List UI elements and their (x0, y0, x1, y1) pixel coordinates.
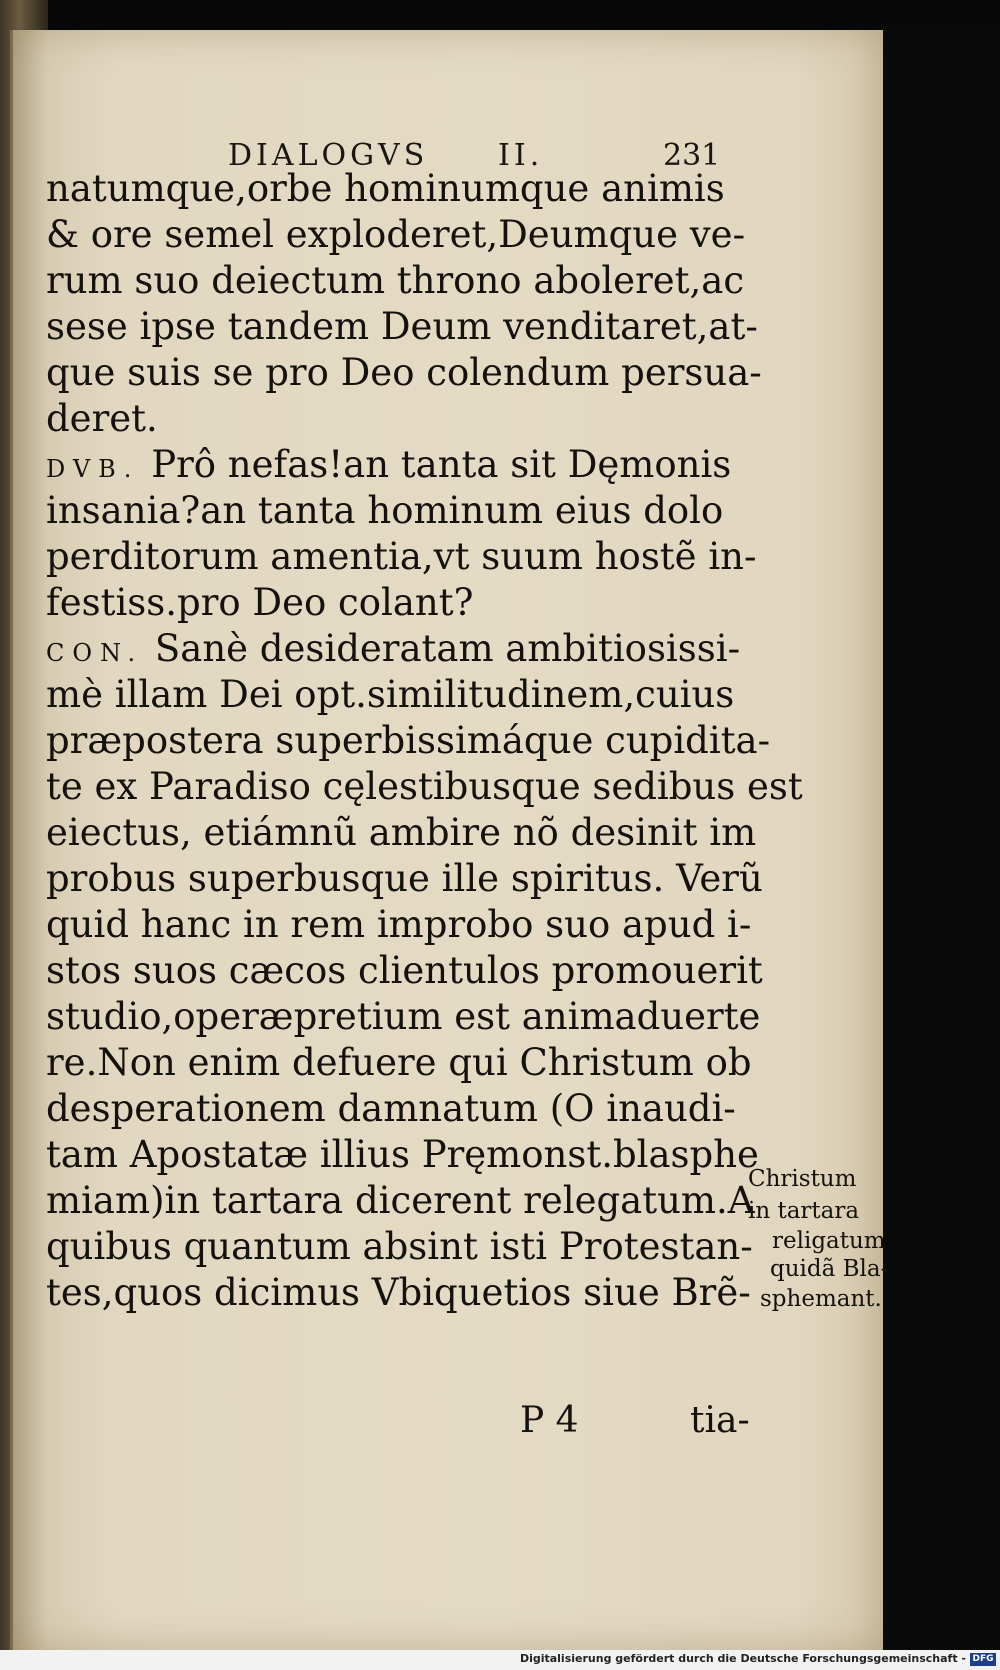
signature-mark: P 4 (520, 1400, 579, 1441)
marginal-note-line: in tartara (748, 1198, 860, 1224)
catchword: tia- (690, 1400, 750, 1441)
text-line: præpostera superbissimáque cupidita- (46, 719, 771, 762)
text-line: quid hanc in rem improbo suo apud i- (46, 903, 752, 946)
footer-credit: Digitalisierung gefördert durch die Deutsche Forschungsgemeinschaft - (519, 1652, 966, 1665)
text-line: eiectus, etiámnũ ambire nõ desinit im (46, 811, 757, 854)
speaker-dub: DVB. (46, 455, 140, 483)
text-line: festiss.pro Deo colant? (46, 581, 474, 624)
text-line: miam)in tartara dicerent relegatum.A (46, 1179, 755, 1222)
top-border (0, 0, 1000, 30)
text-line: te ex Paradiso cęlestibusque sedibus est (46, 765, 803, 808)
text-line: Sanè desideratam ambitiosissi- (154, 627, 741, 670)
text-line: studio,operæpretium est animaduerte (46, 995, 761, 1038)
text-line: deret. (46, 397, 158, 440)
text-line: natumque,orbe hominumque animis (46, 167, 725, 210)
text-line: desperationem damnatum (O inaudi- (46, 1087, 736, 1130)
text-line: re.Non enim defuere qui Christum ob (46, 1041, 752, 1084)
text-line: tes,quos dicimus Vbiquetios siue Brẽ- (46, 1271, 751, 1314)
text-line: rum suo deiectum throno aboleret,ac (46, 259, 745, 302)
speech-con (46, 625, 740, 677)
text-line: perditorum amentia,vt suum hostẽ in- (46, 535, 757, 578)
text-line: quibus quantum absint isti Protestan- (46, 1225, 753, 1268)
text-line: probus superbusque ille spiritus. Verũ (46, 857, 763, 900)
marginal-note-line: sphemant. (760, 1286, 882, 1312)
text-line: Prô nefas!an tanta sit Dęmonis (151, 443, 732, 486)
dfg-logo: DFG (970, 1653, 996, 1666)
digitization-footer (0, 1650, 1000, 1670)
text-line: tam Apostatæ illius Pręmonst.blasphe (46, 1133, 759, 1176)
speaker-con: CON. (46, 639, 144, 667)
text-line: mè illam Dei opt.similitudinem,cuius (46, 673, 735, 716)
text-line: stos suos cæcos clientulos promouerit (46, 949, 763, 992)
text-line: & ore semel exploderet,Deumque ve- (46, 213, 746, 256)
page-number: 231 (663, 138, 721, 173)
running-title: DIALOGVS (228, 138, 429, 173)
text-line: que suis se pro Deo colendum persua- (46, 351, 762, 394)
marginal-note-line: Christum (748, 1166, 857, 1192)
speech-dub (46, 441, 731, 493)
text-line: insania?an tanta hominum eius dolo (46, 489, 724, 532)
text-line: sese ipse tandem Deum venditaret,at- (46, 305, 758, 348)
dialogue-number: II. (498, 138, 544, 173)
marginal-note-line: religatum (772, 1228, 886, 1254)
marginal-note-line: quidã Bla- (770, 1256, 889, 1282)
